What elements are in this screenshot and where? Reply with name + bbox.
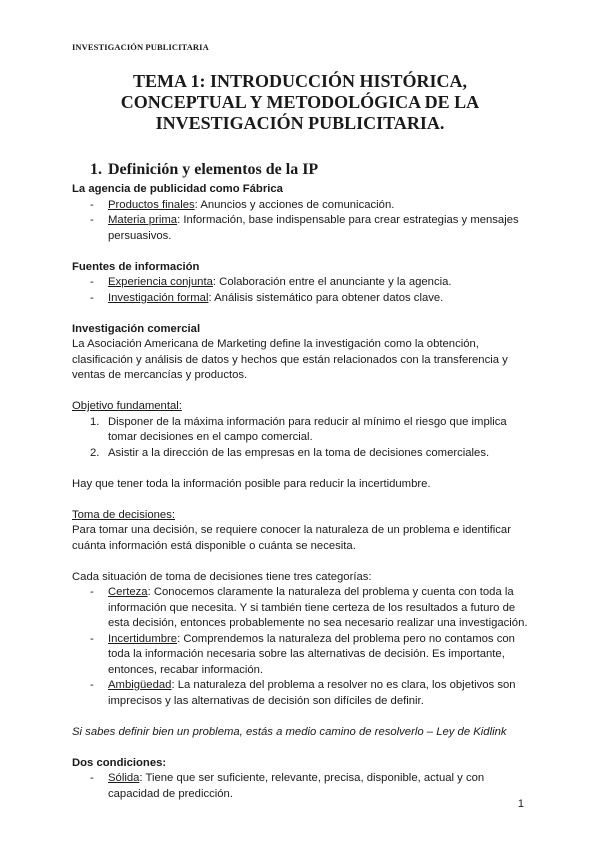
list-item: [72, 275, 528, 291]
dash-marker: -: [90, 276, 94, 288]
comercial-paragraph: La Asociación Americana de Marketing define la investigación como la obtención, clasificación y análisis de datos y hechos que están relacionados con la transferencia y ventas de mercancías y productos.: [72, 338, 508, 381]
section-heading: [90, 158, 528, 182]
list-item: [72, 291, 528, 307]
toma-list: [72, 585, 528, 709]
dash-marker: -: [90, 679, 94, 691]
agencia-heading: La agencia de publicidad como Fábrica: [72, 183, 283, 195]
list-item: [72, 771, 528, 802]
page-title: TEMA 1: INTRODUCCIÓN HISTÓRICA, CONCEPTUAL Y METODOLÓGICA DE LA INVESTIGACIÓN PUBLICITARIA.: [120, 71, 480, 133]
section-number: 1.: [90, 161, 102, 178]
fuentes-list: [72, 275, 528, 306]
comercial-heading: Investigación comercial: [72, 322, 201, 335]
dash-marker: -: [90, 291, 94, 304]
list-text: : Tiene que ser suficiente, relevante, precisa, disponible, actual y con capacidad de predicción.: [108, 772, 485, 800]
list-text: : Comprendemos la naturaleza del problema pero no contamos con toda la información necesaria sobre las alternativas de decisión. Es importante, entonces, recabar información.: [108, 632, 515, 676]
list-text: : Análisis sistemático para obtener datos clave.: [208, 291, 444, 304]
list-item: [72, 198, 528, 214]
list-text: : Colaboración entre el anunciante y la agencia.: [212, 276, 452, 288]
list-term: Sólida: [108, 772, 140, 784]
list-item: [72, 446, 528, 462]
number-marker: 2.: [90, 446, 100, 459]
dash-marker: -: [90, 586, 94, 598]
objetivo-list: [72, 415, 528, 462]
objetivo-note: Hay que tener toda la información posible para reducir la incertidumbre.: [72, 477, 431, 490]
condiciones-list: [72, 771, 528, 802]
list-text: Disponer de la máxima información para reducir al mínimo el riesgo que implica tomar decisiones en el campo comercial.: [108, 415, 507, 443]
page-number: 1: [517, 798, 524, 810]
list-text: : Información, base indispensable para crear estrategias y mensajes persuasivos.: [108, 214, 519, 242]
list-term: Materia prima: [108, 214, 178, 226]
fuentes-heading: Fuentes de información: [72, 260, 200, 273]
document-body: [72, 158, 528, 802]
list-item: [72, 585, 528, 632]
list-item: [72, 415, 528, 446]
list-term: Investigación formal: [108, 291, 209, 304]
list-item: [72, 678, 528, 709]
list-text: : Anuncios y acciones de comunicación.: [194, 198, 395, 211]
list-term: Ambigüedad: [108, 679, 172, 691]
list-text: Asistir a la dirección de las empresas en la toma de decisiones comerciales.: [108, 446, 490, 459]
quote-kidlink: Si sabes definir bien un problema, estás a medio camino de resolverlo – Ley de Kidlink: [72, 725, 507, 738]
dash-marker: -: [90, 214, 94, 226]
dash-marker: -: [90, 198, 94, 211]
condiciones-heading: Dos condiciones:: [72, 756, 167, 769]
list-term: Certeza: [108, 586, 148, 598]
running-header: INVESTIGACIÓN PUBLICITARIA: [72, 42, 209, 52]
list-text: : Conocemos claramente la naturaleza del problema y cuenta con toda la información que necesita. Y si también tiene certeza de los resultados a futuro de esta decisión, entonces probablemente no sea necesario realizar una investigación.: [108, 586, 528, 629]
section-title: Definición y elementos de la IP: [108, 161, 319, 178]
dash-marker: -: [90, 772, 94, 784]
list-item: [72, 213, 528, 244]
toma-heading: Toma de decisiones:: [72, 508, 175, 521]
toma-paragraph: Para tomar una decisión, se requiere conocer la naturaleza de un problema e identificar cuánta información está disponible o cuánta se necesita.: [72, 524, 511, 552]
list-term: Incertidumbre: [108, 632, 178, 645]
objetivo-heading: Objetivo fundamental:: [72, 400, 182, 412]
agencia-list: [72, 198, 528, 245]
list-item: [72, 632, 528, 679]
number-marker: 1.: [90, 415, 100, 428]
list-term: Productos finales: [108, 198, 195, 211]
list-text: : La naturaleza del problema a resolver no es clara, los objetivos son imprecisos y las alternativas de decisión son difíciles de definir.: [108, 679, 516, 707]
dash-marker: -: [90, 632, 94, 645]
list-term: Experiencia conjunta: [108, 276, 213, 288]
toma-intro: Cada situación de toma de decisiones tiene tres categorías:: [72, 570, 372, 583]
